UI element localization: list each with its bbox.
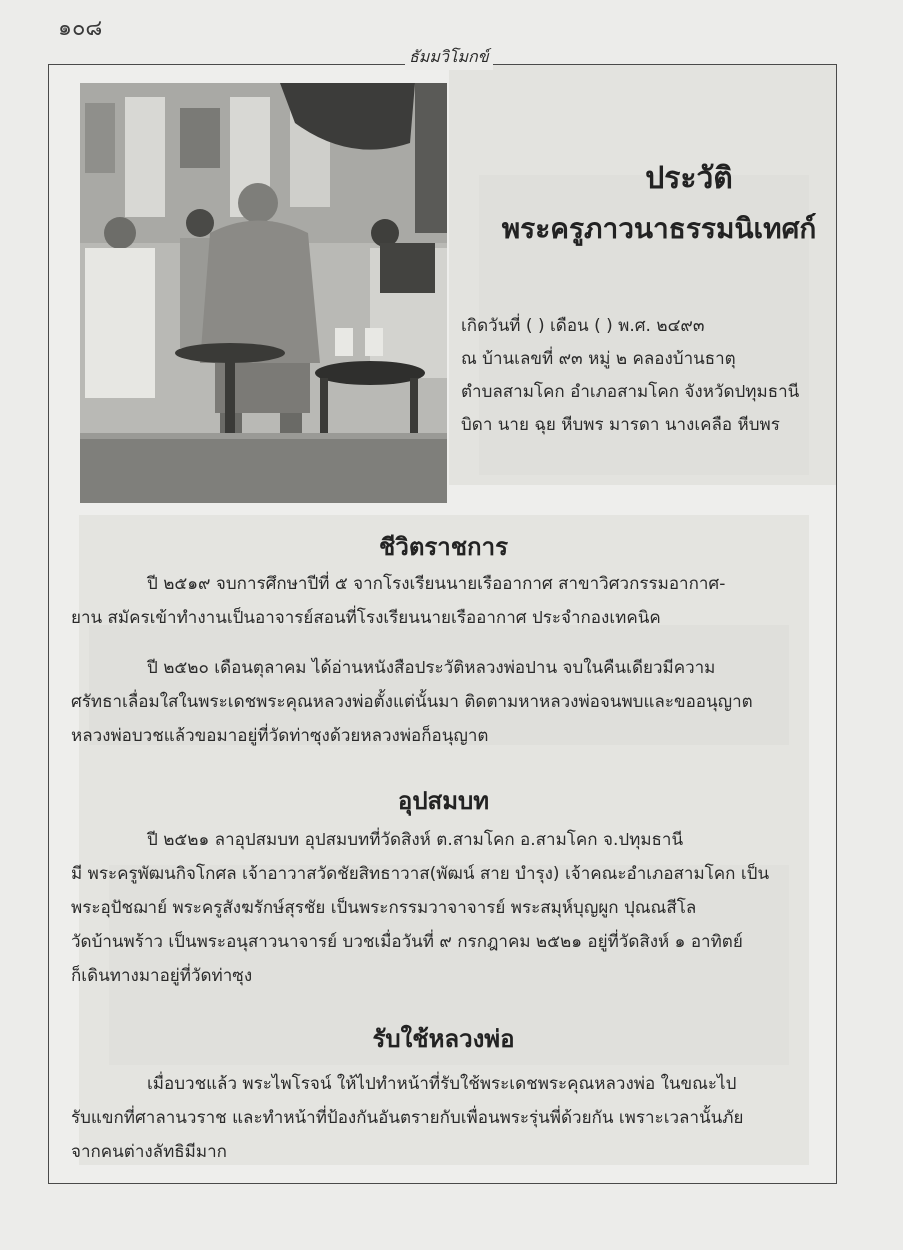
photo-monk-seated-icon [80,83,447,503]
paragraph-line: ศรัทธาเลื่อมใสในพระเดชพระคุณหลวงพ่อตั้งแต่นั้นมา ติดตามหาหลวงพ่อจนพบและขออนุญาต [71,692,753,712]
paragraph [71,823,816,993]
birth-info-line: ตำบลสามโคก อำเภอสามโคก จังหวัดปทุมธานี [461,382,800,402]
paragraph-line: จากคนต่างลัทธิมีมาก [71,1142,227,1162]
paragraph-line: วัดบ้านพร้าว เป็นพระอนุสาวนาจารย์ บวชเมื่อวันที่ ๙ กรกฎาคม ๒๕๒๑ อยู่ที่วัดสิงห์ ๑ อาทิตย์ [71,932,743,952]
paragraph-line: ก็เดินทางมาอยู่ที่วัดท่าซุง [71,966,253,986]
paragraph-line: หลวงพ่อบวชแล้วขอมาอยู่ที่วัดท่าซุงด้วยหลวงพ่อก็อนุญาต [71,726,489,746]
page-number: ๑๐๘ [58,16,103,41]
section-heading-government-life: ชีวิตราชการ [379,533,508,561]
bio-title: ประวัติ [645,161,733,196]
monk-photo [80,83,447,503]
bio-name: พระครูภาวนาธรรมนิเทศก์ [501,212,817,245]
section-heading-serving-luang-por: รับใช้หลวงพ่อ [372,1025,515,1053]
paragraph-line: เมื่อบวชแล้ว พระไพโรจน์ ให้ไปทำหน้าที่รับใช้พระเดชพระคุณหลวงพ่อ ในขณะไป [147,1074,737,1094]
page-frame [48,64,837,1184]
paragraph-line: ปี ๒๕๒๑ ลาอุปสมบท อุปสมบทที่วัดสิงห์ ต.สามโคก อ.สามโคก จ.ปทุมธานี [147,830,684,850]
paragraph-line: มี พระครูพัฒนกิจโกศล เจ้าอาวาสวัดชัยสิทธาวาส(พัฒน์ สาย บำรุง) เจ้าคณะอำเภอสามโคก เป็น [71,864,770,884]
birth-info [461,310,831,442]
paragraph [71,567,816,635]
birth-info-line: บิดา นาย ฉุย หีบพร มารดา นางเคลือ หีบพร [461,415,780,435]
running-header: ธัมมวิโมกข์ [405,45,493,70]
paragraph [71,1067,816,1169]
birth-info-line: ณ บ้านเลขที่ ๙๓ หมู่ ๒ คลองบ้านธาตุ [461,349,736,369]
paragraph-line: ปี ๒๕๒๐ เดือนตุลาคม ได้อ่านหนังสือประวัติหลวงพ่อปาน จบในคืนเดียวมีความ [147,658,716,678]
paragraph-line: รับแขกที่ศาลานวราช และทำหน้าที่ป้องกันอันตรายกับเพื่อนพระรุ่นพี่ด้วยกัน เพราะเวลานั้นภัย [71,1108,744,1128]
paragraph-line: ปี ๒๕๑๙ จบการศึกษาปีที่ ๕ จากโรงเรียนนายเรืออากาศ สาขาวิศวกรรมอากาศ- [147,574,726,594]
birth-info-line: เกิดวันที่ ( ) เดือน ( ) พ.ศ. ๒๔๙๓ [461,316,705,336]
paragraph [71,651,816,753]
paragraph-line: ยาน สมัครเข้าทำงานเป็นอาจารย์สอนที่โรงเรียนนายเรืออากาศ ประจำกองเทคนิค [71,608,661,628]
paragraph-line: พระอุปัชฌาย์ พระครูสังฆรักษ์สุรชัย เป็นพระกรรมวาจาจารย์ พระสมุห์บุญผูก ปุณณสีโล [71,898,697,918]
section-heading-ordination: อุปสมบท [397,787,490,815]
